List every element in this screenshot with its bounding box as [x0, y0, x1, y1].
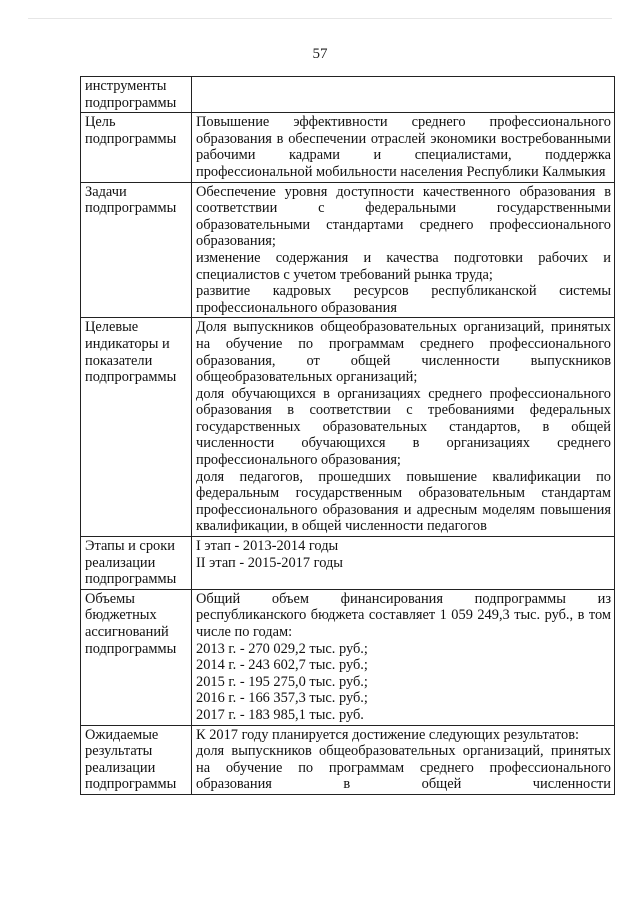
row-budget — [81, 589, 615, 725]
goal-text: Повышение эффективности среднего профессионального образования в обеспечении отраслей экономики востребованными рабочими кадрами и специалистами, поддержка профессиональной мобильности населения Республики Калмыкия — [196, 114, 611, 180]
stage-item: I этап - 2013-2014 годы — [196, 538, 339, 555]
budget-year: 2015 г. - 195 275,0 тыс. руб.; — [196, 673, 368, 690]
budget-year: 2016 г. - 166 357,3 тыс. руб.; — [196, 690, 368, 707]
row-content — [192, 318, 615, 537]
row-label: Цель подпрограммы — [81, 113, 192, 182]
task-item: изменение содержания и качества подготовки рабочих и специалистов с учетом требований рынка труда; — [196, 249, 611, 283]
indicator-item: Доля выпускников общеобразовательных организаций, принятых на обучение по программам среднего профессионального образования, от общей численности выпускников общеобразовательных организаций; — [196, 319, 611, 386]
row-expected-results — [81, 725, 615, 794]
task-item: Обеспечение уровня доступности качественного образования в соответствии с федеральными государственными образовательными стандартами среднего профессионального образования; — [196, 183, 611, 250]
budget-year: 2013 г. - 270 029,2 тыс. руб.; — [196, 640, 368, 657]
row-content — [192, 113, 615, 182]
indicator-item: доля педагогов, прошедших повышение квалификации по федеральным государственным образовательным стандартам профессионального образования и адресным моделям повышения квалификации, в общей численности педагогов — [196, 468, 611, 535]
indicator-item: доля обучающихся в организациях среднего профессионального образования в соответствии с требованиями федеральных государственных образовательных стандартов, в общей численности обучающихся в организациях среднего профессионального образования; — [196, 385, 611, 469]
row-indicators — [81, 318, 615, 537]
page-top-edge — [28, 18, 612, 19]
row-content — [192, 77, 615, 113]
row-label: инструменты подпрограммы — [81, 77, 192, 113]
row-label: Этапы и сроки реализации подпрограммы — [81, 537, 192, 590]
stage-item: II этап - 2015-2017 годы — [196, 554, 343, 571]
budget-year: 2014 г. - 243 602,7 тыс. руб.; — [196, 657, 368, 674]
budget-year: 2017 г. - 183 985,1 тыс. руб. — [196, 706, 364, 723]
row-label: Целевые индикаторы и показатели подпрограммы — [81, 318, 192, 537]
row-content — [192, 725, 615, 794]
row-label: Ожидаемые результаты реализации подпрограммы — [81, 725, 192, 794]
row-instruments — [81, 77, 615, 113]
task-item: развитие кадровых ресурсов республиканской системы профессионального образования — [196, 283, 611, 316]
row-label: Объемы бюджетных ассигнований подпрограммы — [81, 589, 192, 725]
budget-total: Общий объем финансирования подпрограммы из республиканского бюджета составляет 1 059 249,3 тыс. руб., в том числе по годам: — [196, 590, 611, 640]
subprogram-passport-table — [80, 76, 615, 795]
row-content — [192, 182, 615, 318]
row-content — [192, 537, 615, 590]
row-tasks — [81, 182, 615, 318]
result-item: К 2017 году планируется достижение следующих результатов: — [196, 726, 580, 743]
row-label: Задачи подпрограммы — [81, 182, 192, 318]
row-stages — [81, 537, 615, 590]
row-goal — [81, 113, 615, 182]
row-content — [192, 589, 615, 725]
page-number: 57 — [312, 46, 328, 62]
result-item: доля выпускников общеобразовательных организаций, принятых на обучение по программам среднего профессионального образования в общей численности — [196, 743, 611, 793]
